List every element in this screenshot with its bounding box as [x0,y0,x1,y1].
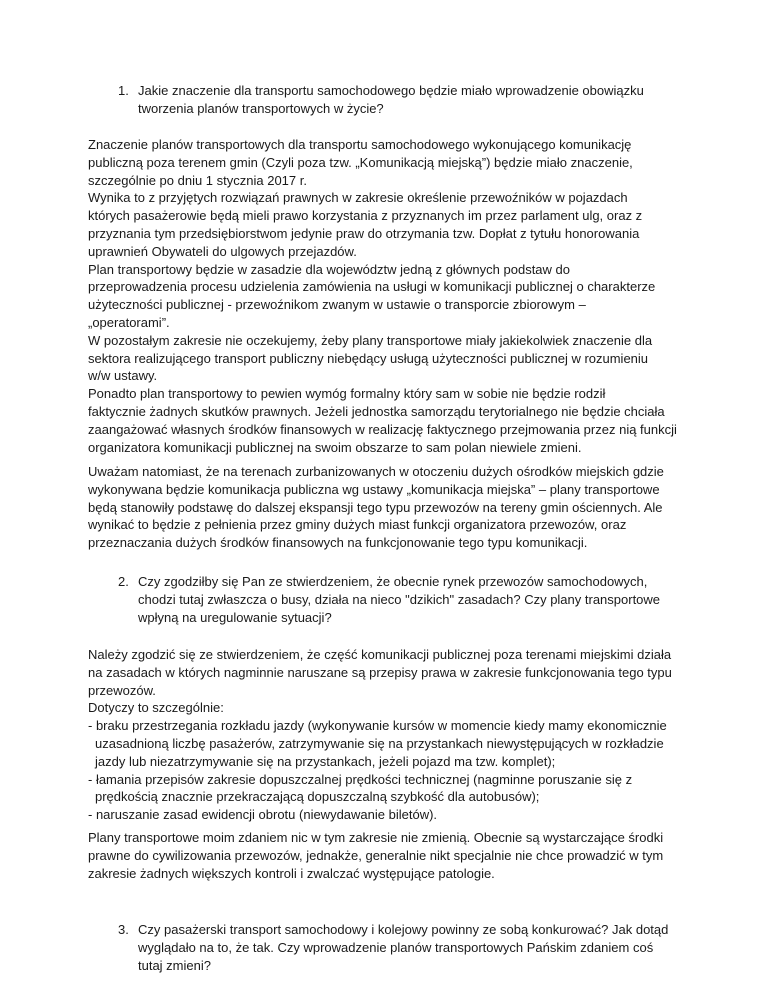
question-number: 2. [118,574,129,589]
text-line: prędkością znacznie przekraczającą dopuszczalną szybkość dla autobusów); [95,789,540,805]
text-line: jazdy lub niezatrzymywanie się na przystankach, jeżeli pojazd ma tzw. komplet); [95,753,556,769]
text-line: przeprowadzenia procesu udzielenia zamówienia na usługi w komunikacji publicznej o charakterze [88,279,656,295]
text-line: wykonywana będzie komunikacja publiczna wg ustawy „komunikacja miejska” – plany transportowe [88,481,660,497]
text-line: uzasadnioną liczbę pasażerów, zatrzymywanie się na przystankach niewystępujących w rozkładzie [95,735,664,751]
question-3 [118,921,678,974]
text-line: zaangażować własnych środków finansowych w realizację faktycznego przejmowania przez nią funkcji [88,421,677,437]
text-line: zakresie żadnych większych kontroli i zwalczać występujące patologie. [88,865,495,881]
question-number: 1. [118,83,129,98]
text-line: faktycznie żadnych skutków prawnych. Jeżeli jednostka samorządu terytorialnego nie będzie chciała [88,403,665,419]
text-line: Plany transportowe moim zdaniem nic w tym zakresie nie zmienią. Obecnie są wystarczające środki [88,830,664,845]
text-line: publiczną poza terenem gmin (Czyli poza tzw. „Komunikacją miejską”) będzie miało znaczenie, [88,154,633,170]
text-line: Czy pasażerski transport samochodowy i kolejowy powinny ze sobą konkurować? Jak dotąd [138,922,669,937]
text-line: W pozostałym zakresie nie oczekujemy, żeby plany transportowe miały jakiekolwiek znaczenie dla [88,332,653,348]
text-line: na zasadach w których nagminnie naruszane są przepisy prawa w zakresie funkcjonowania tego typu [88,664,672,680]
answer-1-paragraph-2 [88,463,688,552]
question-text [138,82,678,118]
answer-2-paragraph-2 [88,829,688,882]
text-line: Wynika to z przyjętych rozwiązań prawnych w zakresie określenie przewoźników w pojazdach [88,190,628,206]
text-line: organizatora komunikacji publicznej na swoim obszarze to sam polan niewiele zmieni. [88,439,582,455]
text-line: - braku przestrzegania rozkładu jazdy (wykonywanie kursów w momencie kiedy mamy ekonomicznie [88,718,667,734]
text-line: Plan transportowy będzie w zasadzie dla województw jedną z głównych podstaw do [88,261,570,277]
text-line: sektora realizującego transport publiczny niebędący usługą użyteczności publicznej w rozumieniu [88,350,649,366]
question-text [138,921,678,974]
text-line: szczególnie po dniu 1 stycznia 2017 r. [88,172,307,188]
question-1 [118,82,678,118]
text-line: w/w ustawy. [88,368,158,384]
text-line: Jakie znaczenie dla transportu samochodowego będzie miało wprowadzenie obowiązku [138,83,644,98]
text-line: „operatorami”. [88,314,170,330]
text-line: użyteczności publicznej - przewoźnikom zwanym w ustawie o transporcie zbiorowym – [88,297,586,313]
answer-2-paragraph-1 [88,646,688,824]
text-line: wyglądało na to, że tak. Czy wprowadzenie planów transportowych Pańskim zdaniem coś [138,939,654,955]
text-line: wpłyną na uregulowanie sytuacji? [138,609,332,625]
text-line: będą stanowiły podstawę do dalszej ekspansji tego typu przewozów na tereny gmin ościennych. Ale [88,499,663,515]
text-line: których pasażerowie będą mieli prawo korzystania z przyznanych im przez parlament ulg, oraz z [88,208,643,224]
text-line: przyznania tym przedsiębiorstwom jedynie praw do otrzymania tzw. Dopłat z tytułu honorowania [88,225,640,241]
text-line: - naruszanie zasad ewidencji obrotu (niewydawanie biletów). [88,807,438,823]
text-line: Dotyczy to szczególnie: [88,700,224,716]
text-line: przewozów. [88,682,156,698]
text-line: Należy zgodzić się ze stwierdzeniem, że część komunikacji publicznej poza terenami miejskimi działa [88,647,672,662]
text-line: Ponadto plan transportowy to pewien wymóg formalny który sam w sobie nie będzie rodził [88,386,606,402]
text-line: uprawnień Obywateli do ulgowych przejazdów. [88,243,357,259]
text-line: wynikać to będzie z pełnienia przez gminy dużych miast funkcji organizatora przewozów, oraz [88,517,627,533]
text-line: prawne do cywilizowania przewozów, jednakże, generalnie nikt specjalnie nie chce prowadzić w tym [88,847,664,863]
text-line: Czy zgodziłby się Pan ze stwierdzeniem, że obecnie rynek przewozów samochodowych, [138,574,648,589]
text-line: Uważam natomiast, że na terenach zurbanizowanych w otoczeniu dużych ośrodków miejskich gdzie [88,464,664,479]
question-text [138,573,678,626]
text-line: Znaczenie planów transportowych dla transportu samochodowego wykonującego komunikację [88,137,632,152]
text-line: - łamania przepisów zakresie dopuszczalnej prędkości technicznej (nagminne poruszanie się z [88,771,633,787]
text-line: tworzenia planów transportowych w życie? [138,100,384,116]
text-line: chodzi tutaj zwłaszcza o busy, działa na nieco "dzikich" zasadach? Czy plany transportowe [138,591,661,607]
text-line: przeznaczania dużych środków finansowych na funkcjonowanie tego typu komunikacji. [88,535,588,551]
answer-1-paragraph-1 [88,136,688,456]
text-line: tutaj zmieni? [138,957,211,973]
question-2 [118,573,678,626]
question-number: 3. [118,922,129,937]
